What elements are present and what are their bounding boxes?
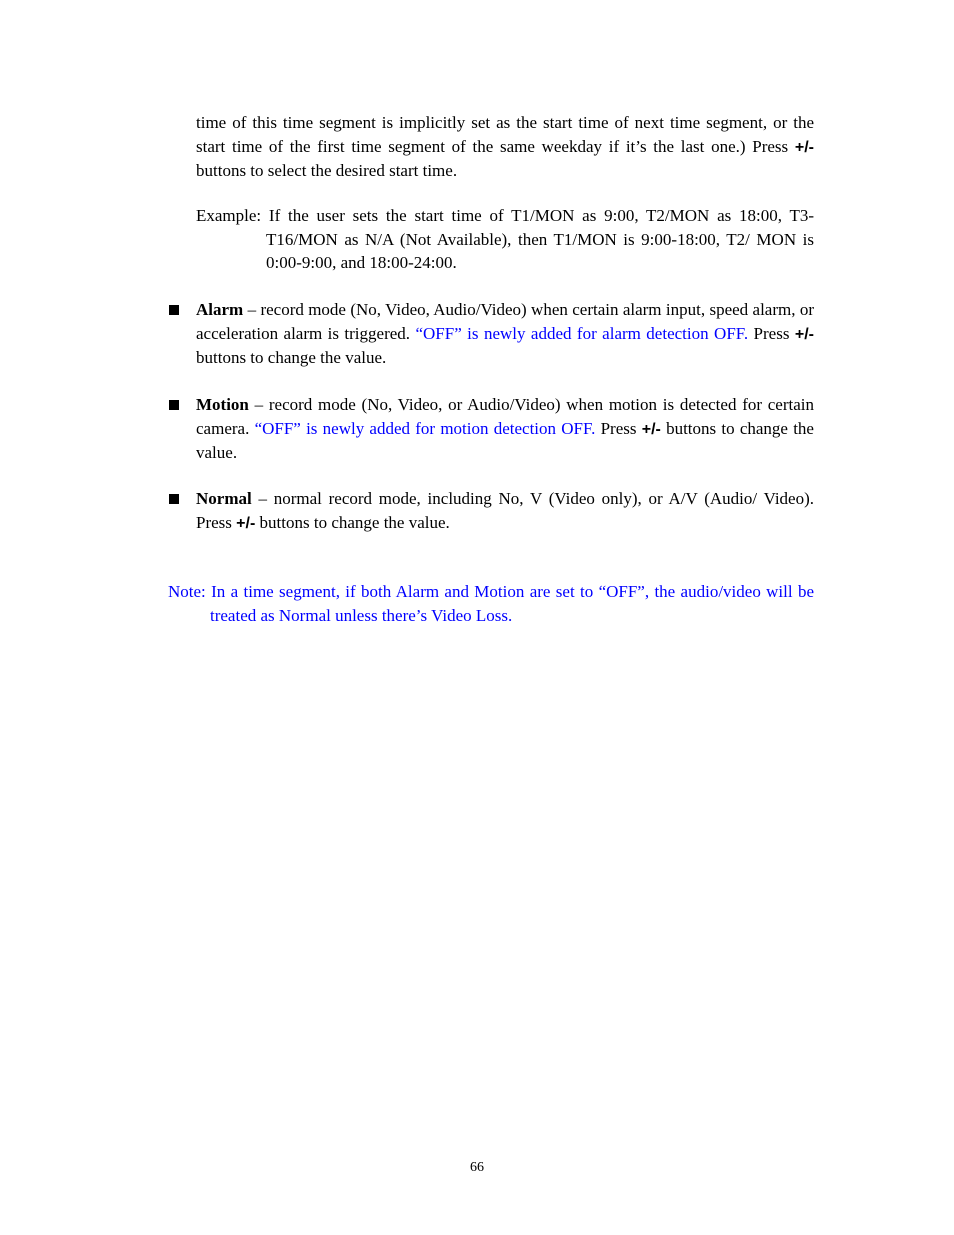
bullet-text: Press	[748, 323, 795, 343]
note-paragraph: Note: In a time segment, if both Alarm and Motion are set to “OFF”, the audio/video will be treated as Normal unless there’s Video Loss.	[168, 582, 814, 625]
plus-minus-button-label: +/-	[794, 325, 814, 343]
intro-text-b: buttons to select the desired start time.	[196, 161, 458, 180]
bullet-term: Alarm	[196, 300, 244, 319]
intro-text-a: time of this time segment is implicitly set as the start time of next time segment, or the start time of the first time segment of the same weekday if it’s the last one.) Press	[196, 113, 814, 156]
square-bullet-icon	[169, 494, 179, 504]
bullet-alarm	[196, 298, 814, 370]
bullet-text: buttons to change the value.	[255, 512, 450, 532]
bullet-normal	[196, 487, 814, 535]
bullet-text: – normal record mode, including No, V (Video only), or A/V (Audio/ Video). Press	[196, 489, 814, 532]
plus-minus-button-label: +/-	[641, 420, 661, 438]
square-bullet-icon	[169, 400, 179, 410]
bullet-text: Press	[595, 418, 642, 438]
bullet-text: – record mode (No, Video, Audio/Video) when certain alarm input, speed alarm, or acceleration alarm is triggered.	[196, 300, 814, 343]
bullet-term: Normal	[196, 489, 252, 508]
bullet-text: buttons to change the value.	[196, 348, 387, 367]
blue-change-note: “OFF” is newly added for motion detection OFF.	[254, 418, 596, 438]
plus-minus-button-label: +/-	[236, 514, 256, 532]
intro-paragraph	[196, 111, 814, 183]
plus-minus-button-label: +/-	[794, 138, 814, 156]
example-paragraph: Example: If the user sets the start time of T1/MON as 9:00, T2/MON as 18:00, T3-T16/MON as N/A (Not Available), then T1/MON is 9:00-18:00, T2/ MON is 0:00-9:00, and 18:00-24:00.	[196, 206, 814, 272]
bullet-motion	[196, 393, 814, 465]
blue-change-note: “OFF” is newly added for alarm detection OFF.	[415, 323, 749, 343]
square-bullet-icon	[169, 305, 179, 315]
bullet-text: – record mode (No, Video, or Audio/Video) when motion is detected for certain camera.	[196, 395, 814, 438]
bullet-term: Motion	[196, 395, 249, 414]
page-number: 66	[470, 1160, 484, 1175]
bullet-text: buttons to change the value.	[196, 418, 814, 462]
